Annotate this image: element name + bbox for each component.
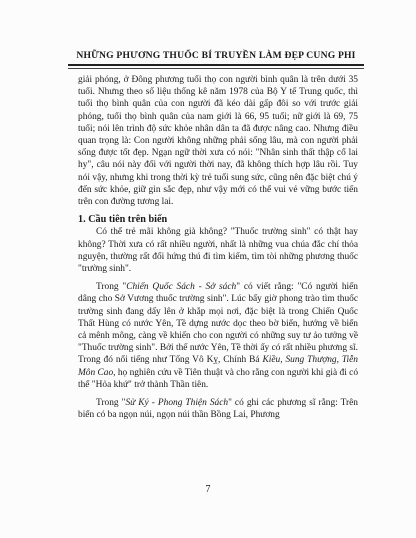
source-title: Sử Ký - Phong Thiện Sách: [125, 398, 229, 409]
page-number: 7: [205, 484, 211, 495]
page-body: [78, 74, 358, 421]
section-title: 1. Cầu tiên trên biển: [78, 214, 168, 226]
paragraph-3: Trong "Chiến Quốc Sách - Sở sách" có viết rằng: "Có người hiến dâng cho Sở Vương thuốc trường sinh". Lúc bấy giờ phong trào tìm thuốc trường sinh đang dấy lên ở khắp mọi nơi, đặc biệt là trong Chiến Quốc Thất Hùng có nước Yên, Tề dựng nước dọc theo bờ biển, hướng về biển cả mênh mông, càng về khiến cho con người có những suy tư ảo tưởng về "Thuốc trường sinh". Bởi thế nước Yên, Tề thời ấy có rất nhiều phương sĩ. Trong đó nổi tiếng như Tống Vô Kỵ, Chính Bá Kiều, Sung Thượng, Tiễn Môn Cao, họ nghiên cứu về Tiên thuật và cho rằng con người khi già đi có thể "Hỏa khứ" trở thành Thần tiên.: [78, 282, 359, 390]
source-title: Chiến Quốc Sách - Sở sách: [126, 282, 237, 293]
paragraph-1: giải phóng, ở Đông phương tuổi thọ con người bình quân là trên dưới 35 tuổi. Nhưng theo số liệu thống kê năm 1978 của Bộ Y tế Trung quốc, thì tuổi thọ bình quân của con người đã kéo dài gấp đôi so với trước giải phóng, tuổi thọ bình quân của nam giới là 66, 95 tuổi; nữ giới là 69, 75 tuổi; nói lên trình độ sức khỏe nhân dân ta đã được nâng cao. Nhưng điều quan trọng là: Con người không những phải sống lâu, mà con người phải sống được tốt đẹp. Ngạn ngữ thời xưa có nói: "Nhân sinh thất thập cổ lai hy", câu nói này đối với người thời nay, đã không thích hợp lâu rồi. Tuy nói vậy, nhưng khi trong thời kỳ trẻ tuổi sung sức, cũng nên đặc biệt chú ý đến sức khỏe, giữ gìn sắc đẹp, như vậy mới có thể vui vẻ vững bước tiến trên con đường tương lai.: [78, 75, 358, 208]
paragraph-2: Có thể trẻ mãi không già không? "Thuốc trường sinh" có thật hay không? Thời xưa có rất nhiều người, nhất là những vua chúa đắc chí thỏa nguyện, thường rất đối hứng thú đi tìm kiếm, tìm tòi những phương thuốc "trường sinh".: [78, 227, 358, 275]
header-rule-thick: [68, 64, 364, 66]
paragraph-4: Trong "Sử Ký - Phong Thiện Sách" có ghi các phương sĩ rằng: Trên biển có ba ngọn núi, ngọn núi thần Bồng Lai, Phương: [78, 398, 358, 421]
header-rule-thin: [68, 68, 364, 69]
names-italic: Kiều, Sung Thượng, Tiễn Môn Cao: [78, 355, 358, 378]
running-header: NHỮNG PHƯƠNG THUỐC BÍ TRUYỀN LÀM ĐẸP CUNG PHI: [76, 50, 356, 61]
